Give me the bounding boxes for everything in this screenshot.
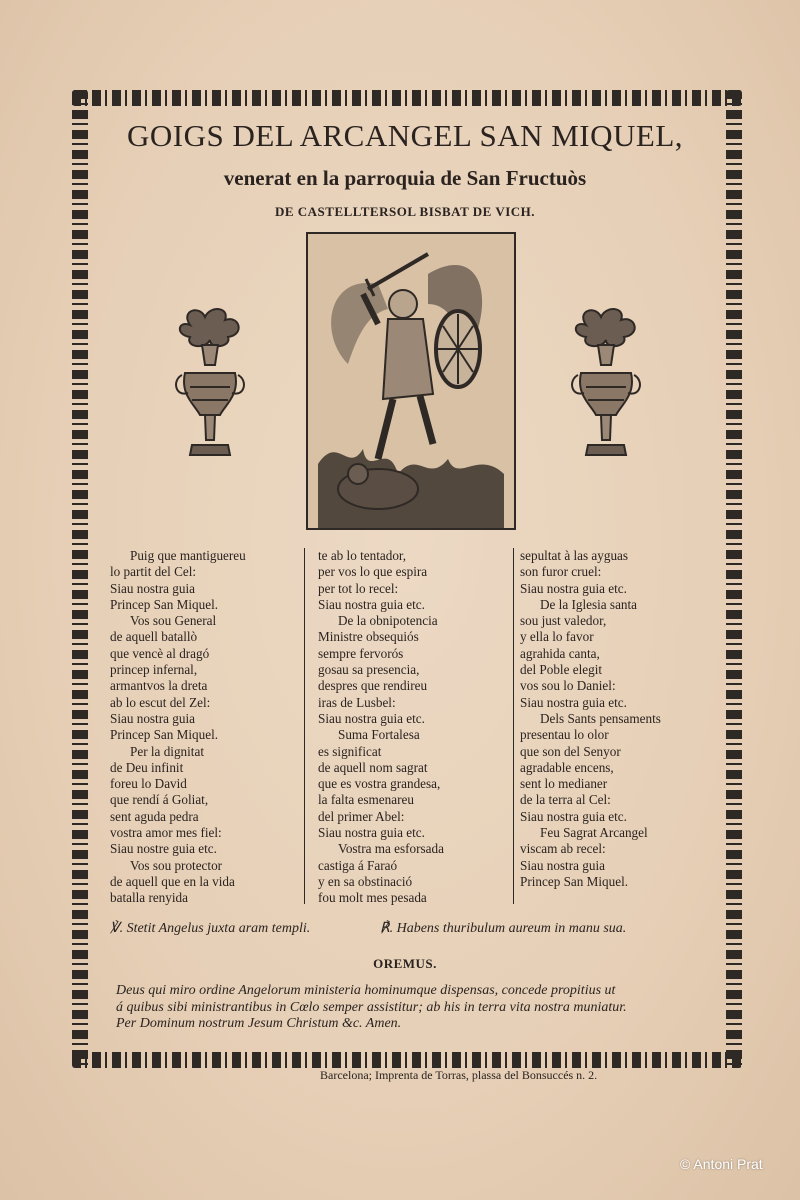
verse-line: Siau nostra guia etc. <box>520 694 627 710</box>
closing-prayer <box>116 983 712 1033</box>
verse-line: gosau sa presencia, <box>318 662 420 678</box>
verse-line: Vos sou protector <box>130 857 223 873</box>
versicle-text: ℣. Stetit Angelus juxta aram templi. <box>110 921 311 936</box>
verse-line: Siau nostre guia etc. <box>110 841 217 857</box>
verse-line: iras de Lusbel: <box>318 694 396 710</box>
verse-line: Siau nostra guia etc. <box>318 825 425 841</box>
verse-line: foreu lo David <box>110 776 187 792</box>
verse-line: Suma Fortalesa <box>338 727 420 743</box>
response-text: ℟. Habens thuribulum aureum in manu sua. <box>380 921 627 936</box>
verse-line: sepultat à las ayguas <box>520 548 629 563</box>
verse-column-1 <box>110 548 295 907</box>
verse-line: Siau nostra guia etc. <box>520 808 627 824</box>
verse-line: es significat <box>318 743 382 759</box>
verse-line: armantvos la dreta <box>110 678 208 694</box>
verse-line: son furor cruel: <box>520 564 602 580</box>
printer-imprint: Barcelona; Imprenta de Torras, plassa del Bonsuccés n. 2. <box>320 1068 598 1082</box>
column-divider <box>304 548 305 904</box>
page-subtitle: venerat en la parroquia de San Fructuòs <box>223 166 587 190</box>
verse-line: y en sa obstinació <box>318 873 413 889</box>
verse-line: viscam ab recel: <box>520 841 606 857</box>
ornamental-border-right <box>726 90 742 1068</box>
verse-line: sent aguda pedra <box>110 808 199 824</box>
verse-line: princep infernal, <box>110 662 198 678</box>
prayer-line: Per Dominum nostrum Jesum Christum &c. Amen. <box>116 1016 402 1031</box>
verse-line: fou molt mes pesada <box>318 890 427 906</box>
verse-line: Siau nostra guia etc. <box>318 596 425 612</box>
verse-line: Princep San Miquel. <box>110 596 219 612</box>
verse-columns <box>108 548 714 908</box>
verse-line: Princep San Miquel. <box>520 873 629 889</box>
verse-line: vostra amor mes fiel: <box>110 825 222 841</box>
verse-line: que rendí á Goliat, <box>110 792 209 808</box>
verse-line: Feu Sagrat Arcangel <box>540 825 648 841</box>
flower-vase-right-icon <box>566 305 646 475</box>
verse-line: agradable encens, <box>520 759 614 775</box>
verse-line: sempre fervorós <box>318 645 404 661</box>
verse-line: Vostra ma esforsada <box>338 841 444 857</box>
verse-line: Siau nostra guia <box>520 857 605 873</box>
verse-line: vos sou lo Daniel: <box>520 678 616 694</box>
verse-line: que son del Senyor <box>520 743 621 759</box>
verse-line: per vos lo que espira <box>318 564 428 580</box>
verse-line: y ella lo favor <box>520 629 594 645</box>
ornamental-border-bottom <box>72 1052 742 1068</box>
verse-line: de aquell nom sagrat <box>318 759 428 775</box>
verse-line: agrahida canta, <box>520 645 600 661</box>
verse-line: Ministre obsequiós <box>318 629 419 645</box>
verse-line: lo partit del Cel: <box>110 564 197 580</box>
verse-line: despres que rendireu <box>318 678 428 694</box>
verse-line: presentau lo olor <box>520 727 609 743</box>
verse-line: batalla renyida <box>110 890 188 906</box>
verse-line: ab lo escut del Zel: <box>110 694 211 710</box>
column-divider <box>513 548 514 904</box>
prayer-line: Deus qui miro ordine Angelorum ministeria hominumque dispensas, concede propitius ut <box>116 983 616 998</box>
ornamental-border-top <box>72 90 742 106</box>
verse-line: de aquell batallò <box>110 629 198 645</box>
verse-line: per tot lo recel: <box>318 580 399 596</box>
verse-line: del primer Abel: <box>318 808 405 824</box>
verse-line: castiga á Faraó <box>318 857 398 873</box>
verse-line: de Deu infinit <box>110 759 184 775</box>
verse-line: que vencè al dragó <box>110 645 210 661</box>
verse-line: Per la dignitat <box>130 743 204 759</box>
verse-line: Siau nostra guia <box>110 580 195 596</box>
copyright-watermark: © Antoni Prat <box>680 1156 763 1172</box>
verse-column-2 <box>318 548 508 907</box>
verse-line: Dels Sants pensaments <box>540 710 661 726</box>
verse-column-3 <box>520 548 720 890</box>
verse-line: Siau nostra guia etc. <box>520 580 627 596</box>
prayer-line: á quibus sibi ministrantibus in Cœlo semper assistitur; ab his in terra vita nostra muniatur. <box>116 999 627 1015</box>
oremus-heading: OREMUS. <box>373 956 437 971</box>
archangel-woodcut-image <box>306 232 516 530</box>
verse-line: Puig que mantiguereu <box>130 548 246 563</box>
verse-line: que es vostra grandesa, <box>318 776 441 792</box>
page-subtitle-diocese: DE CASTELLTERSOL BISBAT DE VICH. <box>274 204 536 219</box>
verse-line: De la obnipotencia <box>338 613 438 629</box>
flower-vase-left-icon <box>170 305 250 475</box>
verse-line: Vos sou General <box>130 613 217 629</box>
verse-line: del Poble elegit <box>520 662 603 678</box>
verse-line: sent lo medianer <box>520 776 608 792</box>
verse-line: Siau nostra guia <box>110 710 195 726</box>
ornamental-border-left <box>72 90 88 1068</box>
verse-line: te ab lo tentador, <box>318 548 407 563</box>
verse-line: de la terra al Cel: <box>520 792 611 808</box>
verse-line: la falta esmenareu <box>318 792 414 808</box>
verse-line: Princep San Miquel. <box>110 727 219 743</box>
verse-line: De la Iglesia santa <box>540 596 638 612</box>
archangel-woodcut-drawing <box>308 234 514 528</box>
page-title: GOIGS DEL ARCANGEL SAN MIQUEL, <box>126 118 684 153</box>
versicle-line <box>110 920 710 937</box>
verse-line: Siau nostra guia etc. <box>318 710 425 726</box>
verse-line: de aquell que en la vida <box>110 873 235 889</box>
verse-line: sou just valedor, <box>520 613 607 629</box>
